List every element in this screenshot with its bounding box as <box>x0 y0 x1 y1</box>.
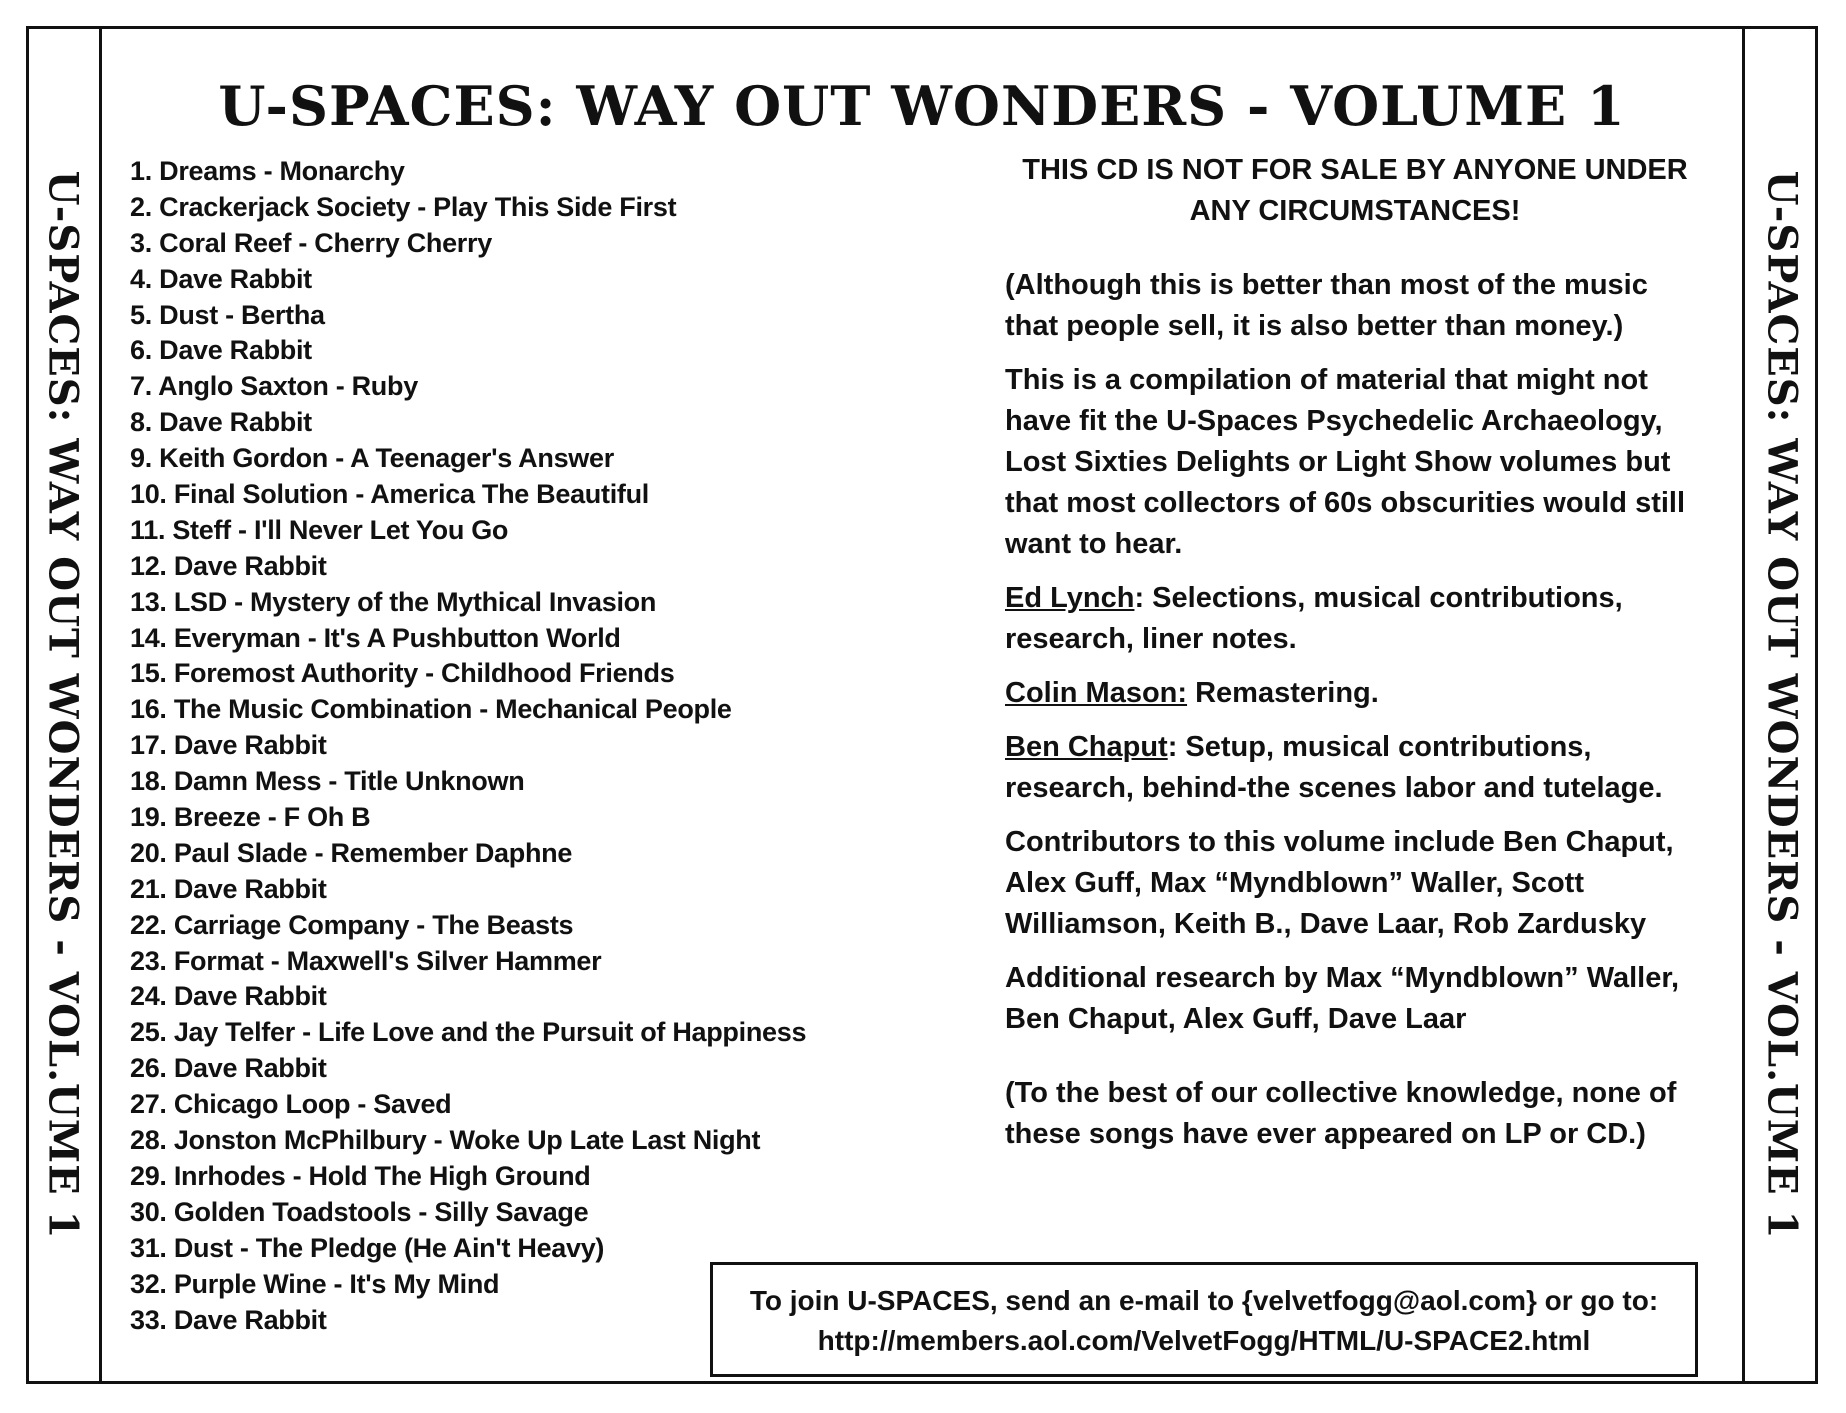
sale-notice <box>1005 150 1705 232</box>
contributors-note: Contributors to this volume include Ben Chaput, Alex Guff, Max “Myndblown” Waller, Scott Williamson, Keith B., Dave Laar, Rob Zardusky <box>1005 826 1674 940</box>
disclaimer-note: (To the best of our collective knowledge, none of these songs have ever appeared on LP or CD.) <box>1005 1077 1677 1150</box>
track-item: 10. Final Solution - America The Beautiful <box>130 479 649 510</box>
track-item: 17. Dave Rabbit <box>130 730 327 761</box>
credit-role: : Setup, musical contributions, research, behind-the scenes labor and tutelage. <box>1005 731 1663 804</box>
track-item: 28. Jonston McPhilbury - Woke Up Late Last Night <box>130 1125 761 1156</box>
credit-colin-mason <box>1005 673 1705 714</box>
track-item: 8. Dave Rabbit <box>130 407 312 438</box>
right-spine <box>1742 26 1818 1384</box>
track-item: 2. Crackerjack Society - Play This Side First <box>130 191 677 222</box>
track-item: 18. Damn Mess - Title Unknown <box>130 766 525 797</box>
track-item: 6. Dave Rabbit <box>130 335 312 366</box>
track-item: 23. Format - Maxwell's Silver Hammer <box>130 945 602 976</box>
aside-note: (Although this is better than most of the music that people sell, it is also better than money.) <box>1005 269 1648 342</box>
track-item: 32. Purple Wine - It's My Mind <box>130 1268 500 1299</box>
track-item: 31. Dust - The Pledge (He Ain't Heavy) <box>130 1232 605 1263</box>
join-line-email: To join U-SPACES, send an e-mail to {velvetfogg@aol.com} or go to: <box>749 1285 1659 1316</box>
track-item: 9. Keith Gordon - A Teenager's Answer <box>130 443 614 474</box>
track-item: 3. Coral Reef - Cherry Cherry <box>130 227 492 258</box>
sale-notice-line2: ANY CIRCUMSTANCES! <box>1189 195 1521 227</box>
track-item: 33. Dave Rabbit <box>130 1304 327 1335</box>
credit-name: Colin Mason: <box>1005 677 1188 709</box>
join-box <box>710 1262 1698 1377</box>
liner-notes <box>1005 150 1705 1155</box>
track-item: 12. Dave Rabbit <box>130 550 327 581</box>
credit-ed-lynch <box>1005 578 1705 660</box>
additional-research-note: Additional research by Max “Myndblown” Waller, Ben Chaput, Alex Guff, Dave Laar <box>1005 962 1680 1035</box>
track-item: 5. Dust - Bertha <box>130 299 325 330</box>
track-item: 15. Foremost Authority - Childhood Friends <box>130 658 675 689</box>
track-item: 13. LSD - Mystery of the Mythical Invasion <box>130 586 657 617</box>
track-item: 16. The Music Combination - Mechanical People <box>130 694 732 725</box>
track-item: 26. Dave Rabbit <box>130 1053 327 1084</box>
track-item: 22. Carriage Company - The Beasts <box>130 909 574 940</box>
track-item: 19. Breeze - F Oh B <box>130 802 371 833</box>
album-title: U-SPACES: WAY OUT WONDERS - VOLUME 1 <box>218 74 1626 138</box>
left-spine <box>26 26 102 1384</box>
credit-role: : Selections, musical contributions, research, liner notes. <box>1005 582 1623 655</box>
track-item: 14. Everyman - It's A Pushbutton World <box>130 622 621 653</box>
track-item: 30. Golden Toadstools - Silly Savage <box>130 1196 589 1227</box>
credit-role: Remastering. <box>1187 677 1379 709</box>
track-item: 24. Dave Rabbit <box>130 981 327 1012</box>
credit-ben-chaput <box>1005 727 1705 809</box>
track-item: 27. Chicago Loop - Saved <box>130 1089 452 1120</box>
track-item: 25. Jay Telfer - Life Love and the Pursuit of Happiness <box>130 1017 807 1048</box>
track-list <box>130 154 806 1338</box>
left-spine-title: U-SPACES: WAY OUT WONDERS - VOL.UME 1 <box>39 170 86 1240</box>
track-item: 21. Dave Rabbit <box>130 873 327 904</box>
track-item: 20. Paul Slade - Remember Daphne <box>130 837 573 868</box>
right-spine-title: U-SPACES: WAY OUT WONDERS - VOL.UME 1 <box>1758 170 1805 1240</box>
credit-name: Ed Lynch <box>1005 582 1135 614</box>
track-item: 11. Steff - I'll Never Let You Go <box>130 514 509 545</box>
track-item: 4. Dave Rabbit <box>130 263 312 294</box>
track-item: 29. Inrhodes - Hold The High Ground <box>130 1160 591 1191</box>
track-item: 7. Anglo Saxton - Ruby <box>130 371 418 402</box>
sale-notice-line1: THIS CD IS NOT FOR SALE BY ANYONE UNDER <box>1022 154 1688 186</box>
track-item: 1. Dreams - Monarchy <box>130 156 405 186</box>
credit-name: Ben Chaput <box>1005 731 1168 763</box>
join-line-url: http://members.aol.com/VelvetFogg/HTML/U-SPACE2.html <box>817 1325 1591 1356</box>
compilation-note: This is a compilation of material that might not have fit the U-Spaces Psychedelic Archaeology, Lost Sixties Delights or Light Show volumes but that most collectors of 60s obscurities would still want to hear. <box>1005 364 1686 560</box>
